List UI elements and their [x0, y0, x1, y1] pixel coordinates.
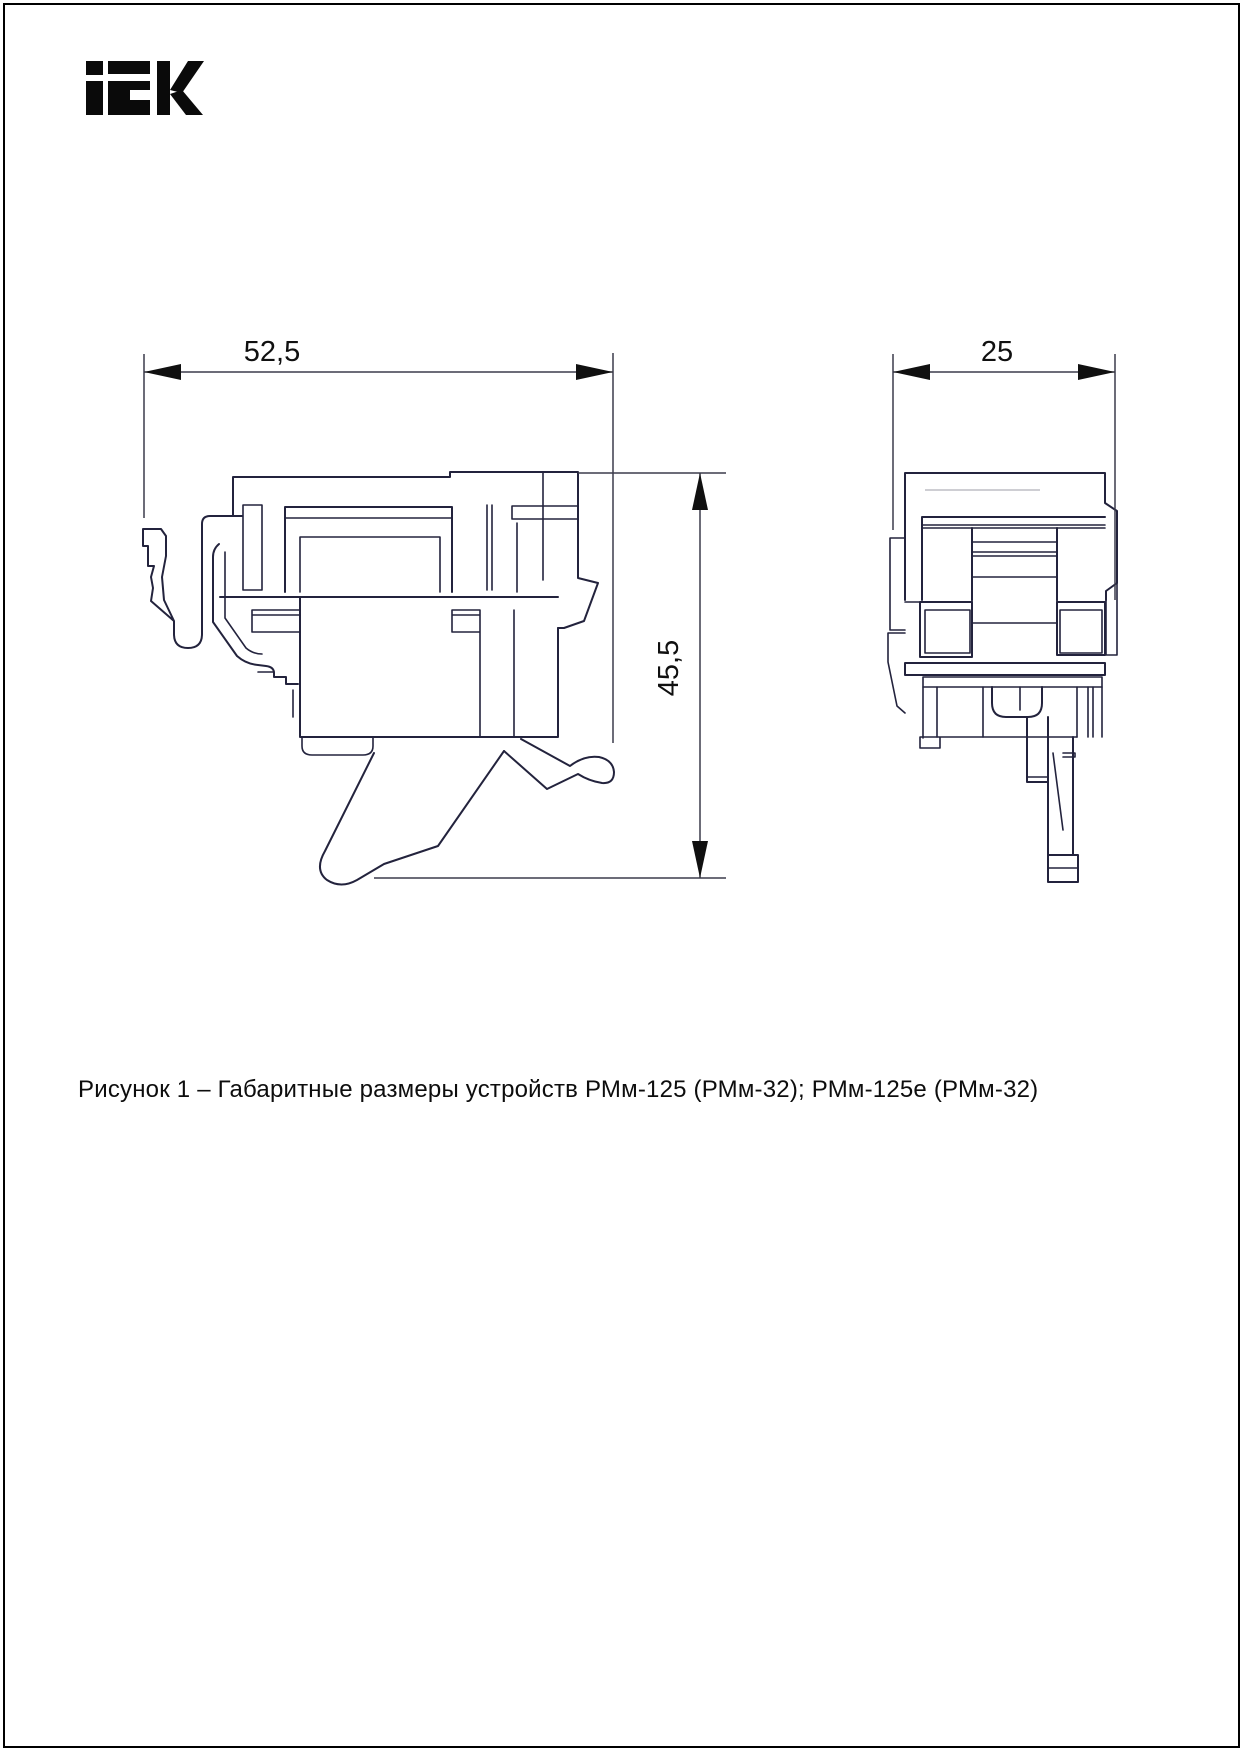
figure-caption: Рисунок 1 – Габаритные размеры устройств РМм-125 (РМм-32); РМм-125е (РМм-32): [78, 1076, 1039, 1103]
side-view-drawing: [143, 472, 614, 885]
arrow-down-icon: [692, 841, 708, 878]
dim-label-front-width: 25: [980, 336, 1014, 368]
arrow-right-icon: [576, 364, 613, 380]
front-view-drawing: [888, 473, 1117, 882]
arrow-up-icon: [692, 473, 708, 510]
arrow-right-icon: [1078, 364, 1115, 380]
dim-label-side-width: 52,5: [243, 336, 301, 368]
dimension-front-width: [893, 336, 1115, 600]
iek-logo: [86, 61, 204, 115]
arrow-left-icon: [893, 364, 930, 380]
dim-label-side-height: 45,5: [653, 639, 685, 697]
dimension-side-height: [374, 473, 726, 878]
arrow-left-icon: [144, 364, 181, 380]
